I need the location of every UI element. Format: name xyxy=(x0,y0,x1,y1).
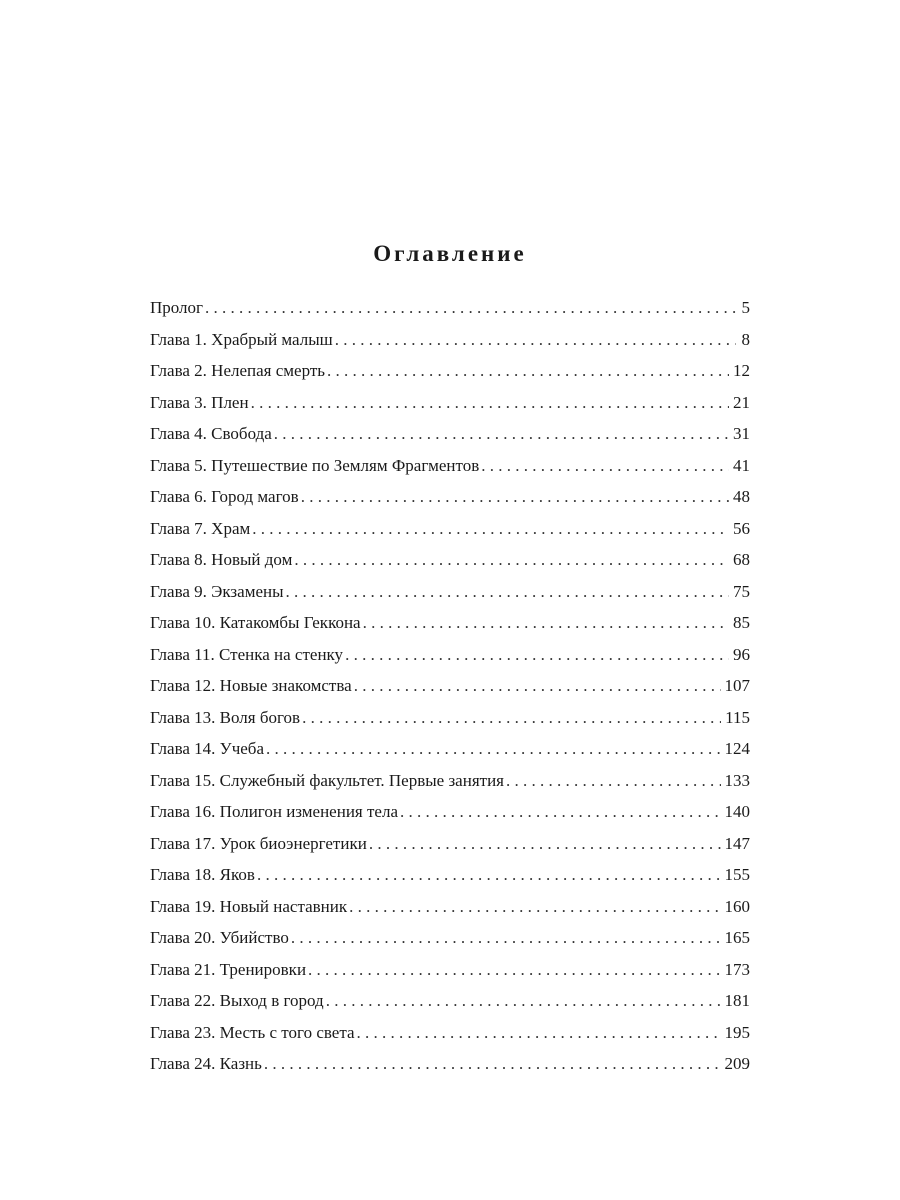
toc-entry-title: Глава 5. Путешествие по Землям Фрагментов xyxy=(150,455,480,475)
toc-entry-title: Глава 9. Экзамены xyxy=(150,581,284,601)
dot-leader xyxy=(286,576,729,608)
toc-entry-page: 124 xyxy=(724,739,750,758)
toc-entry-chapter-18 xyxy=(150,859,750,891)
page-title: Оглавление xyxy=(373,241,527,266)
toc-entry-title: Глава 11. Стенка на стенку xyxy=(150,644,344,664)
toc-entry-chapter-1 xyxy=(150,324,750,356)
toc-entry-chapter-17 xyxy=(150,828,750,860)
dot-leader xyxy=(326,985,721,1017)
toc-entry-title: Глава 22. Выход в город xyxy=(150,991,324,1010)
dot-leader xyxy=(274,418,729,450)
toc-entry-title: Глава 17. Урок биоэнергетики xyxy=(150,833,367,853)
toc-entry-page: 48 xyxy=(733,487,750,506)
toc-entry-chapter-14 xyxy=(150,733,750,765)
toc-entry-page: 75 xyxy=(733,581,750,601)
toc-entry-title: Глава 12. Новые знакомства xyxy=(150,676,352,695)
toc-entry-chapter-22 xyxy=(150,985,750,1017)
toc-entry-page: 31 xyxy=(733,424,750,443)
toc-entry-page: 85 xyxy=(733,613,750,632)
dot-leader xyxy=(266,733,720,765)
toc-entry-chapter-19 xyxy=(150,891,750,923)
dot-leader xyxy=(252,513,729,545)
toc-entry-chapter-21 xyxy=(150,954,750,986)
toc-entry-chapter-6 xyxy=(150,481,750,513)
toc-entry-title: Глава 7. Храм xyxy=(150,518,251,538)
toc-entry-page: 68 xyxy=(733,550,750,569)
toc-entry-page: 115 xyxy=(725,707,750,727)
toc-entry-chapter-11 xyxy=(150,639,750,671)
toc-entry-chapter-5 xyxy=(150,450,750,482)
toc-entry-chapter-3 xyxy=(150,387,750,419)
toc-entry-title: Глава 13. Воля богов xyxy=(150,707,301,727)
toc-entry-title: Глава 18. Яков xyxy=(150,865,255,884)
toc-entry-title: Глава 1. Храбрый малыш xyxy=(150,329,333,349)
toc-entry-page: 173 xyxy=(724,959,750,979)
toc-entry-page: 181 xyxy=(724,991,750,1010)
toc-entry-chapter-23 xyxy=(150,1017,750,1049)
toc-entry-chapter-16 xyxy=(150,796,750,828)
toc-entry-title: Глава 15. Служебный факультет. Первые занятия xyxy=(150,770,504,790)
toc-entry-page: 209 xyxy=(724,1054,750,1073)
toc-entry-chapter-8 xyxy=(150,544,750,576)
toc-entry-title: Глава 14. Учеба xyxy=(150,739,265,758)
dot-leader xyxy=(400,796,721,828)
toc-entry-page: 56 xyxy=(733,518,750,538)
dot-leader xyxy=(264,1048,721,1080)
dot-leader xyxy=(327,355,729,387)
dot-leader xyxy=(302,702,721,734)
toc-entry-title: Глава 19. Новый наставник xyxy=(150,896,348,916)
toc-entry-page: 96 xyxy=(733,644,750,664)
toc-entry-page: 5 xyxy=(741,298,750,317)
toc-entry-title: Глава 24. Казнь xyxy=(150,1054,262,1073)
toc-entry-title: Глава 3. Плен xyxy=(150,392,249,412)
dot-leader xyxy=(301,481,729,513)
dot-leader xyxy=(481,450,729,482)
dot-leader xyxy=(357,1017,721,1049)
toc-entry-page: 21 xyxy=(733,392,750,412)
dot-leader xyxy=(349,891,720,923)
toc-entry-chapter-24 xyxy=(150,1048,750,1080)
toc-entry-title: Глава 10. Катакомбы Геккона xyxy=(150,613,361,632)
toc-entry-prologue xyxy=(150,292,750,324)
dot-leader xyxy=(257,859,721,891)
dot-leader xyxy=(294,544,729,576)
toc-entry-chapter-15 xyxy=(150,765,750,797)
toc-entry-page: 160 xyxy=(724,896,750,916)
toc-entry-title: Глава 21. Тренировки xyxy=(150,959,307,979)
toc-entry-page: 147 xyxy=(724,833,750,853)
dot-leader xyxy=(506,765,721,797)
toc-entry-title: Глава 8. Новый дом xyxy=(150,550,293,569)
toc-entry-title: Глава 2. Нелепая смерть xyxy=(150,361,326,380)
dot-leader xyxy=(205,292,736,324)
toc-entry-chapter-12 xyxy=(150,670,750,702)
toc-entry-chapter-20 xyxy=(150,922,750,954)
toc-entry-page: 8 xyxy=(741,329,750,349)
toc-entry-title: Глава 20. Убийство xyxy=(150,928,289,947)
dot-leader xyxy=(291,922,721,954)
toc-entry-page: 41 xyxy=(733,455,750,475)
toc-entry-page: 195 xyxy=(724,1022,750,1042)
toc-entry-title: Глава 4. Свобода xyxy=(150,424,272,443)
table-of-contents xyxy=(150,292,750,1080)
dot-leader xyxy=(308,954,720,986)
toc-entry-chapter-13 xyxy=(150,702,750,734)
toc-entry-chapter-7 xyxy=(150,513,750,545)
toc-entry-title: Глава 6. Город магов xyxy=(150,487,299,506)
dot-leader xyxy=(363,607,729,639)
toc-entry-page: 12 xyxy=(733,361,750,380)
toc-entry-page: 133 xyxy=(724,770,750,790)
toc-entry-chapter-2 xyxy=(150,355,750,387)
toc-entry-page: 155 xyxy=(724,865,750,884)
toc-entry-page: 165 xyxy=(724,928,750,947)
toc-entry-chapter-10 xyxy=(150,607,750,639)
dot-leader xyxy=(345,639,729,671)
toc-entry-title: Пролог xyxy=(150,298,204,317)
toc-entry-chapter-9 xyxy=(150,576,750,608)
dot-leader xyxy=(251,387,729,419)
toc-entry-chapter-4 xyxy=(150,418,750,450)
toc-entry-title: Глава 16. Полигон изменения тела xyxy=(150,802,398,821)
dot-leader xyxy=(354,670,721,702)
dot-leader xyxy=(335,324,736,356)
toc-entry-page: 140 xyxy=(724,802,750,821)
toc-entry-page: 107 xyxy=(724,676,750,695)
toc-entry-title: Глава 23. Месть с того света xyxy=(150,1022,355,1042)
dot-leader xyxy=(369,828,721,860)
